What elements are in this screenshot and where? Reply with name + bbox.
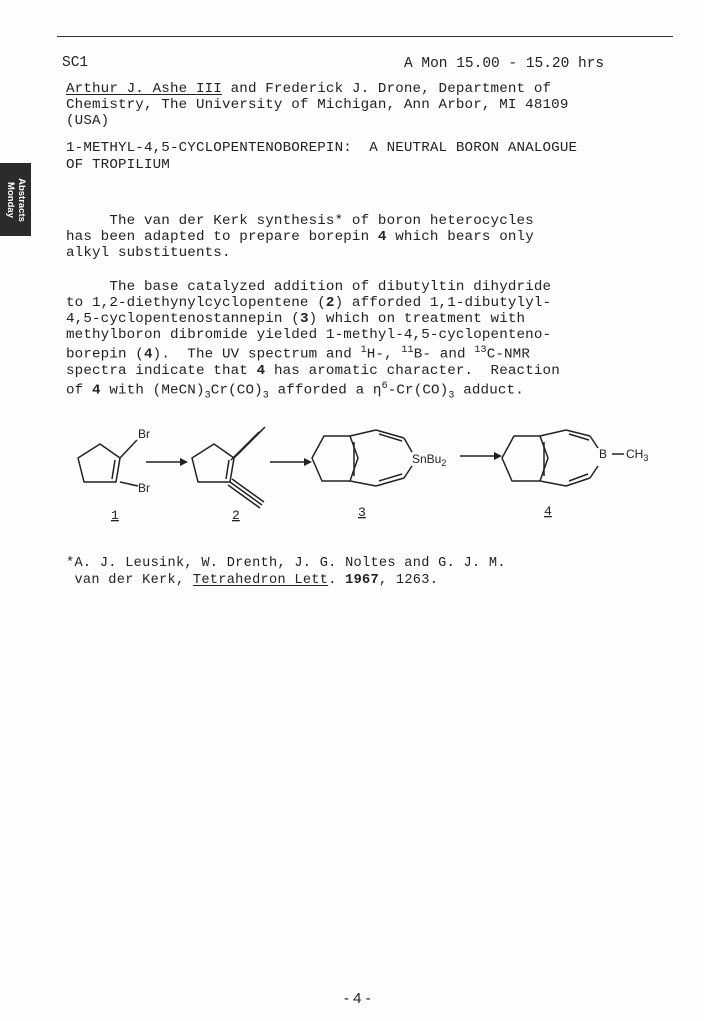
header-rule — [57, 36, 673, 37]
side-tab-abstracts: Abstracts — [15, 177, 27, 222]
compound-3-ring — [312, 436, 358, 481]
reaction-scheme — [62, 412, 662, 530]
authors-line-1: Arthur J. Ashe III and Frederick J. Drone, Department of — [66, 81, 552, 97]
session-code: SC1 — [62, 55, 89, 71]
session-time: A Mon 15.00 - 15.20 hrs — [404, 56, 605, 72]
compound-2-alkyne-bottom — [230, 482, 262, 505]
footnote-line-1: *A. J. Leusink, W. Drenth, J. G. Noltes and G. J. M. — [66, 556, 506, 571]
abstract-title-line-1: 1-METHYL-4,5-CYCLOPENTENOBOREPIN: A NEUTRAL BORON ANALOGUE — [66, 140, 578, 156]
section-side-tab — [0, 163, 31, 236]
side-tab-monday: Monday — [4, 181, 16, 218]
compound-1-double-bond — [112, 460, 115, 479]
bromine-label-bottom: Br — [138, 481, 150, 495]
abstract-title-line-2: OF TROPILIUM — [66, 157, 170, 173]
citation-year: 1967 — [345, 573, 379, 588]
author-names: Arthur J. Ashe III — [66, 81, 222, 97]
paragraph-2: The base catalyzed addition of dibutyltin dihydride to 1,2-diethynylcyclopentene (2) afforded 1,1-dibutylyl- 4,5-cyclopentenostannepin (3) which on treatment with methylboron dibromide yielded 1-methyl-4,5-cyclopenteno- borepin (4). The UV spectrum and $^1$H-, $^{11}$B- and $^{13}$C-NMR spectra indicate that 4 has aromatic character. Reaction of 4 with $(MeCN)_3Cr(CO)_3$ afforded a $\eta^6-Cr(CO)_3$ adduct. — [66, 279, 560, 402]
compound-4-ring — [502, 436, 548, 481]
footnote-line-2: van der Kerk, Tetrahedron Lett. 1967, 1263. — [66, 573, 439, 588]
compound-number-3: 3 — [358, 505, 366, 520]
compound-ref: 4 — [377, 229, 387, 245]
arrow-3-head — [494, 452, 502, 460]
compound-1-br-bond-top — [120, 440, 137, 458]
page-number: - 4 - — [344, 990, 371, 1007]
authors-line-2: Chemistry, The University of Michigan, Ann Arbor, MI 48109 — [66, 97, 569, 113]
boron-label: B — [599, 447, 608, 461]
journal-name: Tetrahedron Lett — [192, 573, 329, 588]
compound-number-1: 1 — [111, 508, 119, 523]
paragraph-1: The van der Kerk synthesis* of boron heterocycles has been adapted to prepare borepin 4 which bears only alkyl substituents. — [66, 213, 534, 261]
methyl-label: $CH_3$ — [626, 447, 649, 463]
authors-line-3: (USA) — [66, 113, 110, 129]
compound-2-double-bond — [226, 460, 229, 479]
bromine-label-top: Br — [138, 427, 150, 441]
tin-label: SnBu$_2$ — [412, 452, 447, 468]
compound-number-2: 2 — [232, 508, 240, 523]
arrow-2-head — [304, 458, 312, 466]
arrow-1-head — [180, 458, 188, 466]
compound-1-ring — [78, 444, 120, 482]
compound-1-br-bond-bottom — [120, 482, 138, 486]
compound-2-ring — [192, 444, 234, 482]
compound-number-4: 4 — [544, 504, 552, 519]
